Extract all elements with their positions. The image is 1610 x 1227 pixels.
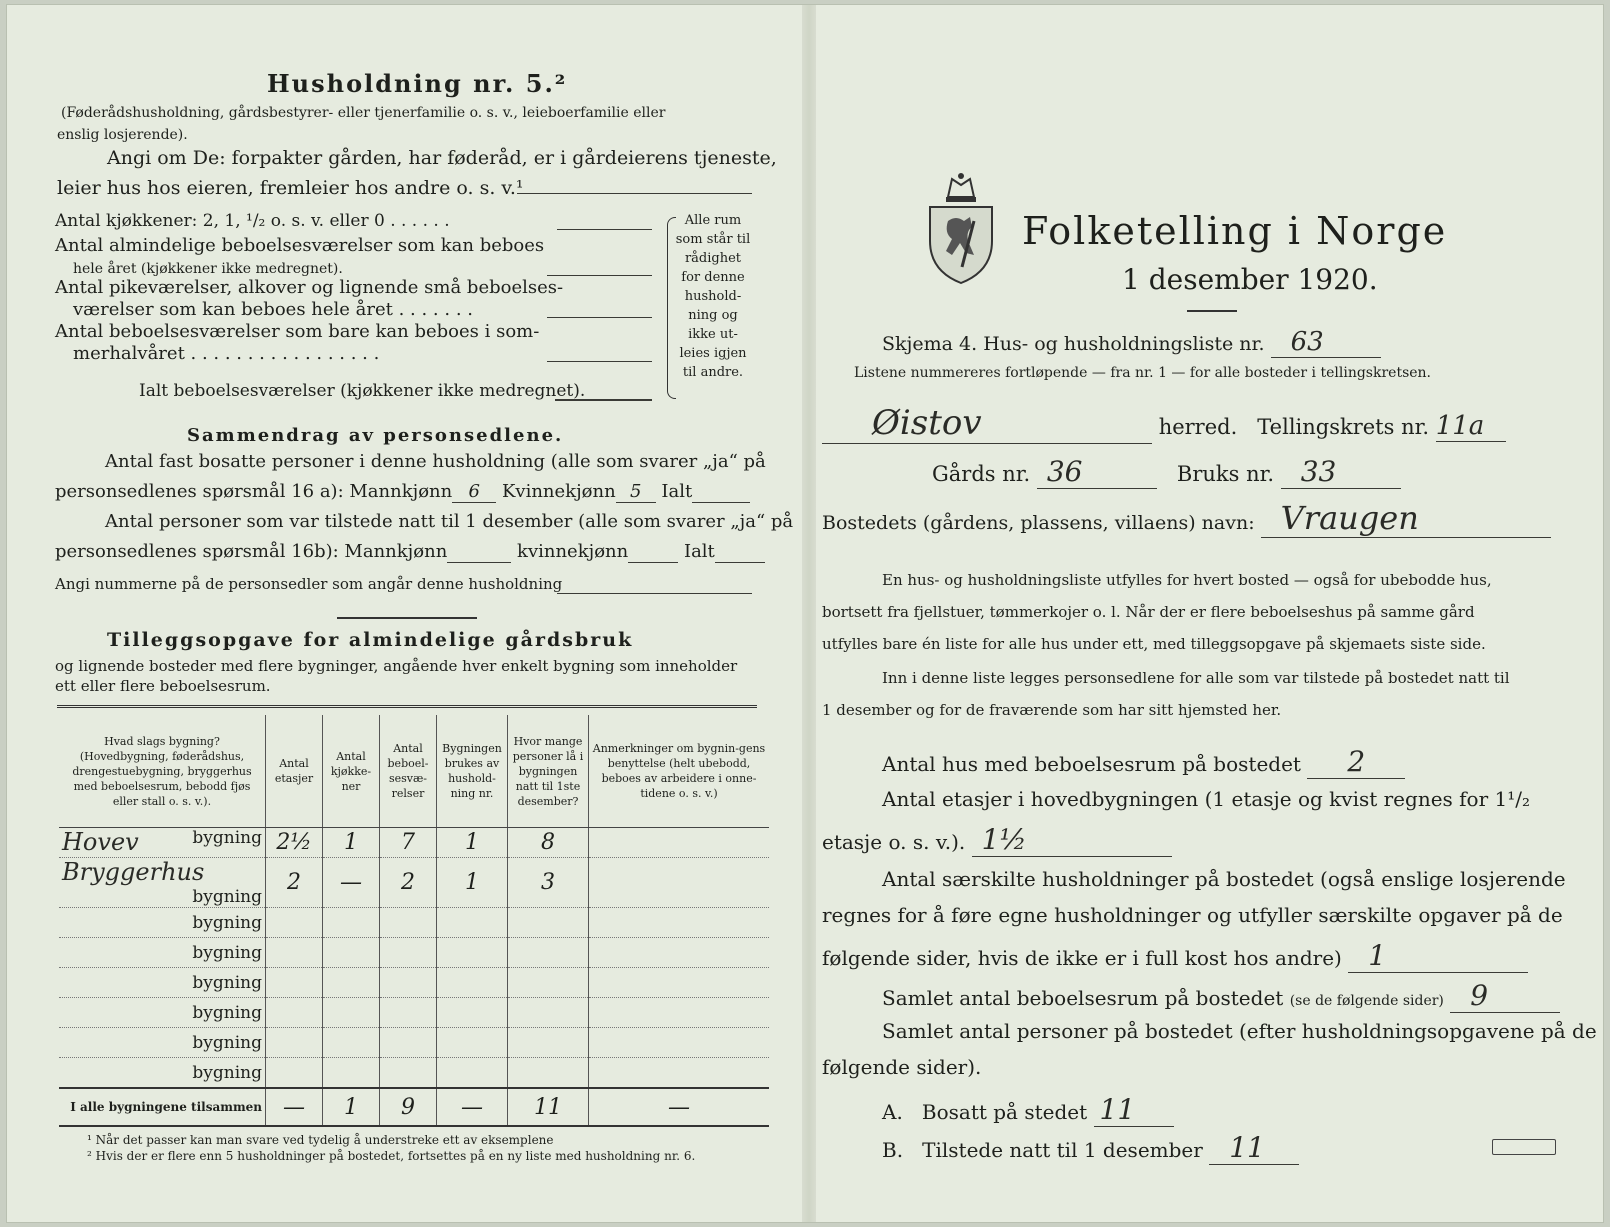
cell-hush: [437, 908, 508, 938]
table-row: [59, 938, 769, 968]
cell-anm: [589, 968, 770, 998]
side-note-4: for denne: [681, 270, 745, 285]
herred-value: Øistov: [822, 403, 1152, 444]
ialt-value-2: [715, 541, 765, 563]
total-kjokken: 1: [323, 1088, 380, 1126]
bosted-line: [822, 499, 1551, 538]
ialt-value-1: [692, 481, 750, 503]
bosted-value: Vraugen: [1261, 499, 1551, 538]
household-title: Husholdning nr. 5.²: [267, 69, 568, 98]
sarsk-value: 1: [1348, 939, 1528, 973]
liste-nr-value: 63: [1271, 327, 1381, 358]
household-subtitle-2: enslig losjerende).: [57, 127, 188, 143]
etasjer-label: etasje o. s. v.).: [822, 830, 966, 854]
total-hush: —: [437, 1088, 508, 1126]
sammendrag-line-4: [55, 541, 765, 563]
side-note-6: ning og: [688, 308, 738, 323]
etasjer-line-1: Antal etasjer i hovedbygningen (1 etasje og kvist regnes for 1¹/₂: [882, 787, 1531, 811]
cell-anm: [589, 858, 770, 908]
cell-anm: [589, 1058, 770, 1089]
cell-kjokken: —: [323, 858, 380, 908]
sammendrag-line-5: Angi nummerne på de personsedler som angår denne husholdning: [55, 575, 563, 593]
cell-etasjer: [266, 998, 323, 1028]
cell-rum: [380, 1028, 437, 1058]
cell-rum: 2: [380, 858, 437, 908]
coat-of-arms-icon: [926, 171, 996, 287]
header-building-type: Hvad slags bygning? (Hovedbygning, føderådshus, drengestuebygning, bryggerhus med beboelsesrum, bebodd fjøs eller stall o. s. v.).: [59, 715, 266, 828]
form-title: Folketelling i Norge: [1022, 209, 1448, 253]
cell-rum: [380, 968, 437, 998]
samlet-rum-value: 9: [1450, 979, 1560, 1013]
cell-pers: [508, 908, 589, 938]
mann-value-1: 6: [452, 481, 496, 503]
side-note-9: til andre.: [682, 365, 744, 380]
gards-value: 36: [1037, 455, 1157, 489]
cell-kjokken: [323, 908, 380, 938]
building-name-cell: [59, 998, 266, 1028]
herred-line: [822, 403, 1506, 444]
bosatt-label: Bosatt på stedet: [921, 1100, 1088, 1124]
side-note-5: hushold-: [684, 289, 742, 304]
tilstede-line: [882, 1131, 1299, 1165]
cell-kjokken: [323, 998, 380, 1028]
rooms-pike-1: Antal pikeværelser, alkover og lignende små beboelses-: [55, 277, 564, 298]
building-name-cell: [59, 1028, 266, 1058]
building-name-cell: [59, 828, 266, 858]
cell-pers: [508, 998, 589, 1028]
krets-value: 11a: [1436, 411, 1506, 442]
instructions-3: utfylles bare én liste for alle hus under ett, med tilleggsopgave på skjemaets siste side.: [822, 635, 1486, 653]
form-date: 1 desember 1920.: [1122, 263, 1378, 296]
cell-etasjer: [266, 938, 323, 968]
cell-pers: [508, 968, 589, 998]
header-kjokkener: Antal kjøkke-ner: [323, 715, 380, 828]
bruks-label: Bruks nr.: [1176, 462, 1274, 486]
building-name: Hovev: [62, 828, 139, 856]
kvinne-label-2: kvinnekjønn: [517, 541, 629, 562]
building-suffix: bygning: [192, 912, 262, 933]
tillegg-title: Tilleggsopgave for almindelige gårdsbruk: [107, 629, 634, 651]
kjokkener-answer-line: [557, 229, 652, 230]
building-name: Bryggerhus: [62, 858, 205, 886]
cell-etasjer: [266, 1028, 323, 1058]
cell-pers: 8: [508, 828, 589, 858]
cell-hush: 1: [437, 858, 508, 908]
cell-etasjer: 2½: [266, 828, 323, 858]
total-pers: 11: [508, 1088, 589, 1126]
herred-label: herred.: [1158, 415, 1238, 439]
sommer-answer-line: [547, 361, 652, 362]
hus-line: [882, 745, 1405, 779]
cell-kjokken: [323, 968, 380, 998]
building-name-cell: [59, 908, 266, 938]
building-name-cell: [59, 938, 266, 968]
bosted-label: Bostedets (gårdens, plassens, villaens) navn:: [822, 512, 1255, 534]
cell-rum: [380, 1058, 437, 1089]
hus-value: 2: [1307, 745, 1405, 779]
cell-pers: 3: [508, 858, 589, 908]
total-anm: —: [589, 1088, 770, 1126]
page-fold: [802, 5, 816, 1222]
header-husholdning: Bygningen brukes av hushold-ning nr.: [437, 715, 508, 828]
mann-label-1: personsedlenes spørsmål 16 a): Mannkjønn: [55, 481, 453, 502]
building-table-header: [59, 715, 769, 828]
tilstede-value: 11: [1209, 1131, 1299, 1165]
side-note-7: ikke ut-: [688, 327, 738, 342]
instructions-4: Inn i denne liste legges personsedlene for alle som var tilstede på bostedet natt til: [882, 669, 1510, 687]
rooms-alm-2: hele året (kjøkkener ikke medregnet).: [73, 261, 343, 277]
mann-value-2: [447, 541, 511, 563]
cell-hush: 1: [437, 828, 508, 858]
total-label: I alle bygningene tilsammen: [59, 1088, 266, 1126]
instructions-2: bortsett fra fjellstuer, tømmerkojer o. l. Når der er flere beboelseshus på samme gård: [822, 603, 1475, 621]
rooms-sommer-2: merhalvåret . . . . . . . . . . . . . . . . .: [73, 343, 380, 364]
table-row: [59, 998, 769, 1028]
left-page: [47, 5, 794, 1222]
tillegg-line-2: ett eller flere beboelsesrum.: [55, 677, 271, 695]
rooms-ialt: Ialt beboelsesværelser (kjøkkener ikke medregnet).: [139, 381, 586, 401]
printer-stamp: [1492, 1139, 1556, 1155]
header-beboelsesrum: Antal beboel-sesvæ-relser: [380, 715, 437, 828]
header-personer: Hvor mange personer lå i bygningen natt til 1ste desember?: [508, 715, 589, 828]
ialt-answer-line: [555, 399, 652, 401]
samlet-rum-label: Samlet antal beboelsesrum på bostedet: [882, 986, 1284, 1010]
skjema-line: [882, 327, 1381, 358]
right-page: [822, 5, 1597, 1222]
cell-etasjer: [266, 908, 323, 938]
instructions-1: En hus- og husholdningsliste utfylles for hvert bosted — også for ubebodde hus,: [882, 571, 1492, 589]
building-name-cell: [59, 968, 266, 998]
census-sheet: [6, 4, 1604, 1223]
building-suffix: bygning: [192, 828, 262, 848]
cell-rum: [380, 938, 437, 968]
ialt-label-2: Ialt: [683, 541, 715, 562]
building-rows: [59, 828, 769, 1089]
rooms-kjokkener: Antal kjøkkener: 2, 1, ¹/₂ o. s. v. eller 0 . . . . . .: [55, 211, 450, 231]
sammendrag-title: Sammendrag av personsedlene.: [187, 425, 564, 446]
side-note-3: rådighet: [684, 251, 742, 266]
building-suffix: bygning: [192, 1062, 262, 1083]
ialt-label-1: Ialt: [661, 481, 693, 502]
cell-pers: [508, 938, 589, 968]
cell-anm: [589, 828, 770, 858]
sarsk-label: følgende sider, hvis de ikke er i full kost hos andre): [822, 946, 1342, 970]
cell-rum: 7: [380, 828, 437, 858]
angi-line-2: leier hus hos eieren, fremleier hos andre o. s. v.¹: [57, 177, 524, 199]
samlet-pers-line-2: følgende sider).: [822, 1055, 982, 1079]
samlet-pers-line-1: Samlet antal personer på bostedet (efter husholdningsopgavene på de: [882, 1019, 1597, 1043]
sarsk-line-1: Antal særskilte husholdninger på bostedet (også enslige losjerende: [882, 867, 1566, 891]
samlet-rum-line: [882, 979, 1560, 1013]
building-table: [59, 715, 769, 1127]
nummer-answer-line: [557, 593, 752, 594]
cell-pers: [508, 1058, 589, 1089]
bruks-value: 33: [1281, 455, 1401, 489]
skjema-label: Skjema 4. Hus- og husholdningsliste nr.: [882, 333, 1265, 355]
side-note-8: leies igjen: [679, 346, 747, 361]
tilstede-letter: B.: [882, 1138, 904, 1162]
sarsk-line-2: regnes for å føre egne husholdninger og utfyller særskilte opgaver på de: [822, 903, 1563, 927]
cell-pers: [508, 1028, 589, 1058]
kvinne-value-2: [628, 541, 678, 563]
samlet-rum-note: (se de følgende sider): [1289, 993, 1444, 1009]
header-etasjer: Antal etasjer: [266, 715, 323, 828]
hus-label: Antal hus med beboelsesrum på bostedet: [882, 752, 1301, 776]
bosatt-line: [882, 1093, 1174, 1127]
rooms-side-note: [673, 211, 753, 382]
table-row: [59, 858, 769, 908]
bosatt-letter: A.: [882, 1100, 903, 1124]
building-suffix: bygning: [192, 887, 262, 907]
cell-hush: [437, 938, 508, 968]
gards-label: Gårds nr.: [932, 462, 1031, 486]
sarsk-line-3: [822, 939, 1528, 973]
cell-kjokken: [323, 1058, 380, 1089]
kvinne-value-1: 5: [616, 481, 656, 503]
krets-label: Tellingskrets nr.: [1257, 415, 1430, 439]
cell-rum: [380, 998, 437, 1028]
cell-etasjer: 2: [266, 858, 323, 908]
building-suffix: bygning: [192, 1032, 262, 1053]
table-row: [59, 828, 769, 858]
cell-anm: [589, 998, 770, 1028]
footnote-1: ¹ Når det passer kan man svare ved tydelig å understreke ett av eksemplene: [87, 1133, 554, 1147]
bosatt-value: 11: [1094, 1093, 1174, 1127]
cell-hush: [437, 968, 508, 998]
alm-answer-line: [547, 275, 652, 276]
building-name-cell: [59, 1058, 266, 1089]
cell-anm: [589, 938, 770, 968]
building-suffix: bygning: [192, 1002, 262, 1023]
cell-hush: [437, 1028, 508, 1058]
sammendrag-line-2: [55, 481, 750, 503]
cell-anm: [589, 1028, 770, 1058]
rooms-pike-2: værelser som kan beboes hele året . . . . . . .: [73, 299, 473, 320]
table-row: [59, 1028, 769, 1058]
building-suffix: bygning: [192, 972, 262, 993]
cell-hush: [437, 1058, 508, 1089]
tilstede-label: Tilstede natt til 1 desember: [922, 1138, 1203, 1162]
section-divider: [337, 617, 477, 619]
cell-anm: [589, 908, 770, 938]
instructions-5: 1 desember og for de fraværende som har sitt hjemsted her.: [822, 701, 1282, 719]
building-total-row: [59, 1088, 769, 1126]
cell-rum: [380, 908, 437, 938]
footnote-2: ² Hvis der er flere enn 5 husholdninger på bostedet, fortsettes på en ny liste med husholdning nr. 6.: [87, 1149, 696, 1163]
sammendrag-line-3: Antal personer som var tilstede natt til 1 desember (alle som svarer „ja“ på: [105, 511, 794, 532]
side-note-2: som står til: [675, 232, 751, 247]
total-rum: 9: [380, 1088, 437, 1126]
table-top-rule: [57, 705, 757, 708]
side-note-1: Alle rum: [684, 213, 742, 228]
table-row: [59, 1058, 769, 1089]
cell-kjokken: [323, 1028, 380, 1058]
household-subtitle-1: (Føderådshusholdning, gårdsbestyrer- eller tjenerfamilie o. s. v., leieboerfamilie eller: [61, 105, 666, 121]
table-row: [59, 968, 769, 998]
cell-hush: [437, 998, 508, 1028]
etasjer-line-2: [822, 823, 1172, 857]
etasjer-value: 1½: [972, 823, 1172, 857]
cell-kjokken: [323, 938, 380, 968]
rooms-alm-1: Antal almindelige beboelsesværelser som kan beboes: [55, 235, 545, 256]
gards-line: [932, 455, 1401, 489]
kvinne-label-1: Kvinnekjønn: [501, 481, 616, 502]
pike-answer-line: [547, 317, 652, 318]
mann-label-2: personsedlenes spørsmål 16b): Mannkjønn: [55, 541, 448, 562]
listene-note: Listene nummereres fortløpende — fra nr. 1 — for alle bosteder i tellingskretsen.: [854, 365, 1432, 381]
rooms-sommer-1: Antal beboelsesværelser som bare kan beboes i som-: [55, 321, 540, 342]
building-suffix: bygning: [192, 942, 262, 963]
cell-kjokken: 1: [323, 828, 380, 858]
cell-etasjer: [266, 1058, 323, 1089]
table-row: [59, 908, 769, 938]
building-name-cell: [59, 858, 266, 908]
angi-answer-line: [517, 193, 752, 194]
angi-line-1: Angi om De: forpakter gården, har føderåd, er i gårdeierens tjeneste,: [107, 147, 777, 169]
tillegg-line-1: og lignende bosteder med flere bygninger, angående hver enkelt bygning som inneholder: [55, 657, 738, 675]
sammendrag-line-1: Antal fast bosatte personer i denne husholdning (alle som svarer „ja“ på: [105, 451, 766, 472]
title-divider: [1187, 310, 1237, 312]
total-etasjer: —: [266, 1088, 323, 1126]
cell-etasjer: [266, 968, 323, 998]
header-anmerkninger: Anmerkninger om bygnin-gens benyttelse (helt ubebodd, beboes av arbeidere i onne-tidene o. s. v.): [589, 715, 770, 828]
